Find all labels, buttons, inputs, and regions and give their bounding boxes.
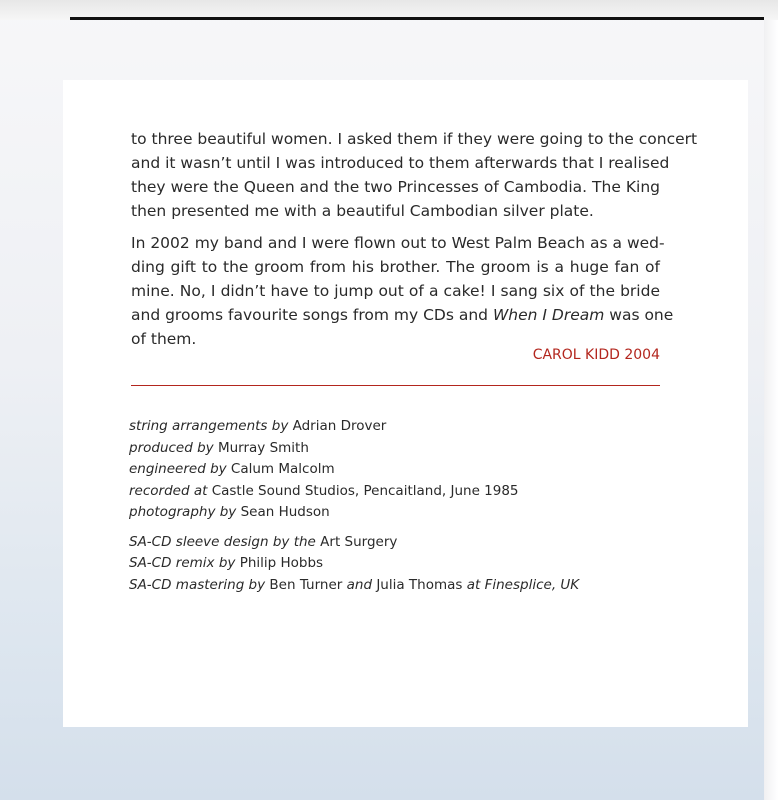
paragraph-cambodia xyxy=(131,127,698,223)
credit-name: Philip Hobbs xyxy=(239,555,324,571)
liner-notes-body xyxy=(131,127,698,359)
credit-role: produced by xyxy=(129,439,214,456)
credit-sacd-sleeve xyxy=(129,532,689,554)
credit-name: Adrian Drover xyxy=(292,418,387,434)
credit-recorded-at xyxy=(129,481,689,503)
credit-name: Art Surgery xyxy=(320,533,398,550)
text-line: ding gift to the groom from his brother. The groom is a huge fan of xyxy=(131,258,660,276)
recording-credits xyxy=(129,416,689,524)
text-line: to three beautiful women. I asked them if they were going to the concert xyxy=(131,130,698,148)
sacd-credits xyxy=(129,532,689,597)
credit-location: at Finesplice, UK xyxy=(466,576,580,593)
text-fragment: was one xyxy=(604,306,674,324)
credit-name: Calum Malcolm xyxy=(230,461,335,477)
credit-role: SA-CD mastering by xyxy=(129,576,266,593)
credit-sacd-remix xyxy=(129,553,689,575)
credit-name: Ben Turner xyxy=(269,576,343,593)
scan-right-edge xyxy=(764,20,778,800)
credit-engineer xyxy=(129,459,689,481)
credit-sacd-mastering xyxy=(129,575,689,597)
text-line: then presented me with a beautiful Cambodian silver plate. xyxy=(131,202,594,220)
credit-role: recorded at xyxy=(129,482,208,499)
top-border-rule xyxy=(70,17,764,20)
text-fragment: and grooms favourite songs from my CDs and xyxy=(131,306,493,324)
text-line: of them. xyxy=(131,330,197,348)
booklet-page xyxy=(63,80,748,727)
credit-role: SA-CD sleeve design by the xyxy=(129,533,316,550)
author-signature: CAROL KIDD 2004 xyxy=(532,347,660,363)
production-credits xyxy=(129,416,689,604)
credit-string-arrangements xyxy=(129,416,689,438)
credit-role: engineered by xyxy=(129,461,227,477)
credit-photography xyxy=(129,502,689,524)
section-divider xyxy=(131,385,660,386)
credit-role: photography by xyxy=(129,504,237,520)
credit-role: string arrangements by xyxy=(129,418,289,434)
credit-producer xyxy=(129,438,689,460)
text-line: they were the Queen and the two Princesses of Cambodia. The King xyxy=(131,178,660,196)
paragraph-west-palm-beach xyxy=(131,231,674,351)
credit-name: Castle Sound Studios, Pencaitland, June 1985 xyxy=(211,482,519,499)
text-line: and it wasn’t until I was introduced to them afterwards that I realised xyxy=(131,154,670,172)
credit-name: Sean Hudson xyxy=(240,504,330,520)
text-line: mine. No, I didn’t have to jump out of a cake! I sang six of the bride xyxy=(131,282,660,300)
credit-joiner: and xyxy=(346,576,373,593)
credit-name: Murray Smith xyxy=(217,439,309,456)
text-line: In 2002 my band and I were flown out to West Palm Beach as a wed- xyxy=(131,234,665,252)
album-title: When I Dream xyxy=(492,306,605,324)
credit-role: SA-CD remix by xyxy=(129,555,236,571)
credit-name: Julia Thomas xyxy=(376,576,463,593)
text-line-with-title xyxy=(131,303,674,327)
